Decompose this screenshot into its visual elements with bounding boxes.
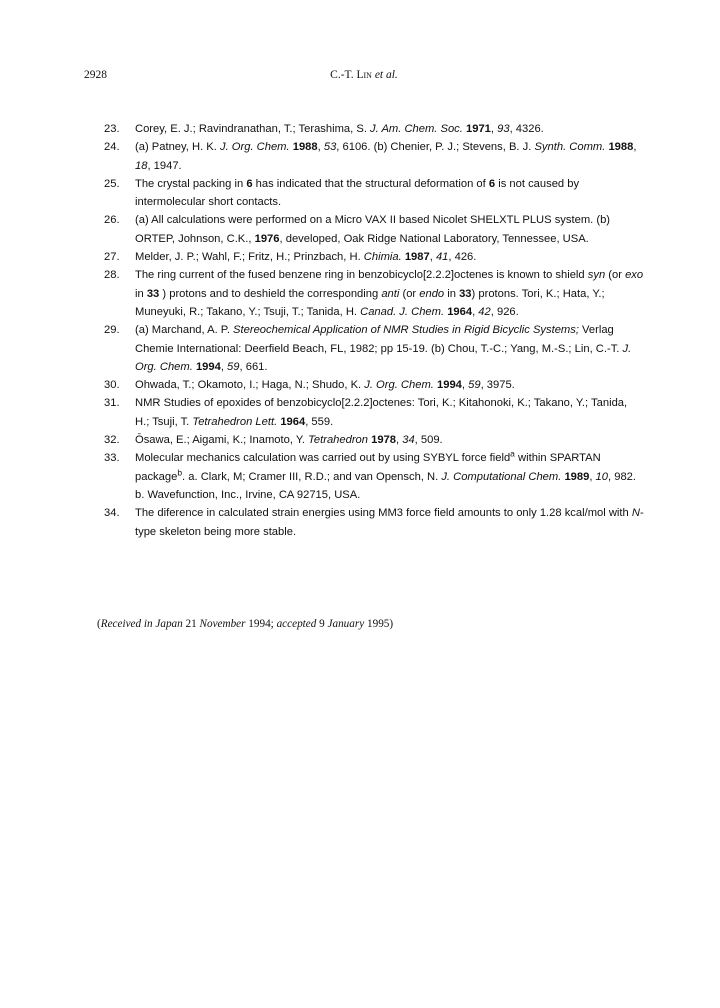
reference-fragment: -type skeleton being more stable. [135, 507, 644, 538]
reference-fragment: in [444, 287, 460, 300]
reference-fragment: J. Org. Chem. [364, 379, 434, 392]
reference-fragment: within SPARTAN package [135, 452, 601, 483]
reference-fragment: The crystal packing in [135, 177, 247, 190]
reference-fragment: 59 [468, 379, 481, 392]
reference-fragment: 6 [246, 177, 253, 190]
reference-text [135, 394, 644, 431]
reference-fragment: , 3975. [480, 379, 515, 392]
reference-fragment: 42 [478, 305, 491, 318]
received-open-paren: ( [97, 618, 101, 630]
reference-number: 26. [104, 214, 120, 227]
author-suffix: et al. [374, 69, 398, 81]
reference-number: 24. [104, 141, 120, 154]
reference-fragment: , 509. [414, 434, 443, 447]
reference-fragment: 1964 [447, 305, 473, 318]
accepted-label: accepted [276, 618, 317, 630]
received-line [97, 618, 637, 630]
reference-text [135, 376, 644, 394]
running-head [84, 69, 644, 81]
reference-number: 34. [104, 507, 120, 520]
reference-fragment: 1987 [404, 251, 430, 264]
reference-fragment: 1971 [466, 123, 491, 135]
reference-item [104, 449, 644, 504]
reference-text [135, 211, 644, 248]
reference-fragment: J. Am. Chem. Soc. [370, 123, 463, 135]
reference-fragment: 33 [146, 287, 160, 300]
reference-fragment: , 4326. [509, 123, 544, 135]
received-year: 1994; [245, 618, 277, 630]
reference-fragment: Ōsawa, E.; Aigami, K.; Inamoto, Y. [135, 434, 309, 447]
received-month: November [199, 618, 246, 630]
reference-fragment: endo [419, 287, 445, 300]
reference-text [135, 266, 644, 321]
reference-fragment: The diference in calculated strain energies using MM3 force field amounts to only 1.28 kcal/mol with [135, 507, 632, 520]
reference-fragment: 1994 [437, 379, 462, 392]
reference-fragment: , 6106. (b) Chenier, P. J.; Stevens, B. J. [336, 141, 535, 154]
reference-fragment: , 426. [448, 251, 477, 264]
author-initials: C.-T. [330, 69, 357, 81]
reference-fragment: Corey, E. J.; Ravindranathan, T.; Terashima, S. [135, 123, 371, 135]
reference-item [104, 321, 644, 376]
reference-fragment: b [177, 466, 183, 477]
reference-fragment: (a) Marchand, A. P. [135, 324, 234, 337]
accepted-month: January [327, 618, 365, 630]
reference-text [135, 175, 644, 212]
reference-item [104, 211, 644, 248]
reference-text [135, 120, 644, 138]
author-surname: Lin [356, 69, 372, 81]
reference-text [135, 138, 644, 175]
accepted-year: 1995) [364, 618, 394, 630]
reference-fragment: 18 [135, 159, 148, 172]
reference-fragment: ) protons. Tori, K.; Hata, Y.; Muneyuki, R.; Takano, Y.; Tsuji, T.; Tanida, H. [135, 287, 605, 318]
reference-fragment: , 559. [305, 415, 334, 428]
reference-fragment: , [589, 470, 596, 483]
reference-item [104, 376, 644, 394]
reference-number: 27. [104, 251, 120, 264]
reference-list [104, 120, 644, 541]
reference-number: 33. [104, 452, 120, 465]
reference-fragment: 53 [323, 141, 337, 154]
reference-fragment: , [633, 141, 637, 154]
page-header [84, 69, 644, 87]
reference-number: 32. [104, 434, 120, 447]
reference-fragment: J. Org. Chem. [219, 141, 290, 154]
reference-fragment: 34 [402, 434, 415, 447]
reference-fragment: (a) All calculations were performed on a Micro VAX II based Nicolet SHELXTL PLUS system. (b) ORTEP, Johnson, C.K., [135, 214, 611, 245]
reference-item [104, 138, 644, 175]
reference-text [135, 504, 644, 541]
received-date: 21 [182, 618, 200, 630]
reference-fragment: Synth. Comm. [534, 141, 606, 154]
reference-fragment: , [220, 360, 228, 373]
reference-fragment: , 1947. [147, 159, 182, 172]
reference-fragment: J. Org. Chem. [135, 342, 632, 373]
accepted-date: 9 [316, 618, 328, 630]
reference-fragment: ) protons and to deshield the corresponding [159, 287, 382, 300]
reference-number: 28. [104, 269, 120, 282]
reference-fragment: 1988 [608, 141, 634, 154]
reference-number: 30. [104, 379, 120, 392]
reference-fragment: has indicated that the structural deformation of [252, 177, 489, 190]
reference-number: 25. [104, 177, 120, 190]
reference-fragment: 59 [227, 360, 240, 373]
reference-fragment: 41 [435, 251, 449, 264]
reference-fragment: is not caused by intermolecular short contacts. [135, 177, 580, 209]
reference-fragment: Canad. J. Chem. [360, 305, 445, 318]
reference-fragment: 1988 [292, 141, 318, 154]
reference-fragment: , [461, 379, 469, 392]
reference-fragment: J. Computational Chem. [441, 470, 562, 483]
reference-fragment: Molecular mechanics calculation was carried out by using SYBYL force field [135, 452, 511, 465]
reference-fragment: (or [605, 269, 626, 282]
reference-item [104, 394, 644, 431]
reference-fragment: The ring current of the fused benzene ring in benzobicyclo[2.2.2]octenes is known to shield [135, 269, 588, 282]
reference-fragment: N [631, 507, 640, 520]
reference-item [104, 504, 644, 541]
reference-fragment: exo [625, 269, 644, 282]
reference-fragment: , developed, Oak Ridge National Laboratory, Tennessee, USA. [279, 232, 589, 245]
reference-fragment: 33 [459, 287, 472, 300]
reference-fragment: Ohwada, T.; Okamoto, I.; Haga, N.; Shudo, K. [135, 379, 365, 392]
reference-fragment: Verlag Chemie International: Deerfield Beach, FL, 1982; pp 15-19. (b) Chou, T.-C.; Yang, M.-S.; Lin, C.-T. [135, 324, 623, 355]
reference-fragment: , [472, 305, 479, 318]
reference-fragment: (a) Patney, H. K. [135, 141, 220, 154]
reference-fragment: . a. Clark, M; Cramer III, R.D.; and van Opensch, N. [182, 470, 442, 483]
reference-item [104, 175, 644, 212]
reference-number: 31. [104, 397, 120, 410]
reference-fragment: 93 [497, 123, 510, 135]
reference-number: 23. [104, 123, 120, 135]
reference-fragment: a [510, 448, 515, 459]
reference-fragment: 1994 [195, 360, 221, 373]
reference-fragment: 1989 [564, 470, 590, 483]
reference-item [104, 266, 644, 321]
reference-fragment: 1976 [254, 232, 280, 245]
reference-fragment: , [317, 141, 324, 154]
reference-fragment: Stereochemical Application of NMR Studies in Rigid Bicyclic Systems; [233, 324, 579, 337]
reference-text [135, 431, 644, 449]
reference-fragment: , 926. [490, 305, 519, 318]
reference-fragment: Tetrahedron [308, 434, 368, 447]
reference-fragment: 10 [595, 470, 608, 483]
reference-fragment: (or [399, 287, 420, 300]
reference-fragment: , [429, 251, 436, 264]
reference-fragment: in [135, 287, 147, 300]
reference-text [135, 248, 644, 266]
reference-fragment: syn [587, 269, 606, 282]
reference-fragment: , 982. b. Wavefunction, Inc., Irvine, CA 92715, USA. [135, 470, 636, 501]
reference-fragment: anti [381, 287, 400, 300]
reference-fragment: Chimia. [363, 251, 402, 264]
reference-fragment: NMR Studies of epoxides of benzobicyclo[2.2.2]octenes: Tori, K.; Kitahonoki, K.; Takano, Y.; Tanida, H.; Tsuji, T. [135, 397, 628, 428]
reference-fragment: , 661. [239, 360, 268, 373]
received-label: Received in Japan [100, 618, 183, 630]
reference-item [104, 248, 644, 266]
reference-fragment: Tetrahedron Lett. [192, 415, 278, 428]
reference-item [104, 120, 644, 138]
reference-fragment: , [396, 434, 403, 447]
reference-item [104, 431, 644, 449]
reference-text [135, 321, 644, 376]
reference-fragment: 6 [488, 177, 496, 190]
reference-fragment: Melder, J. P.; Wahl, F.; Fritz, H.; Prinzbach, H. [135, 251, 364, 264]
page-number: 2928 [84, 69, 107, 81]
reference-fragment: 1978 [371, 434, 396, 447]
reference-text [135, 449, 644, 504]
reference-number: 29. [104, 324, 120, 337]
reference-fragment: 1964 [280, 415, 306, 428]
reference-fragment: , [490, 123, 498, 135]
